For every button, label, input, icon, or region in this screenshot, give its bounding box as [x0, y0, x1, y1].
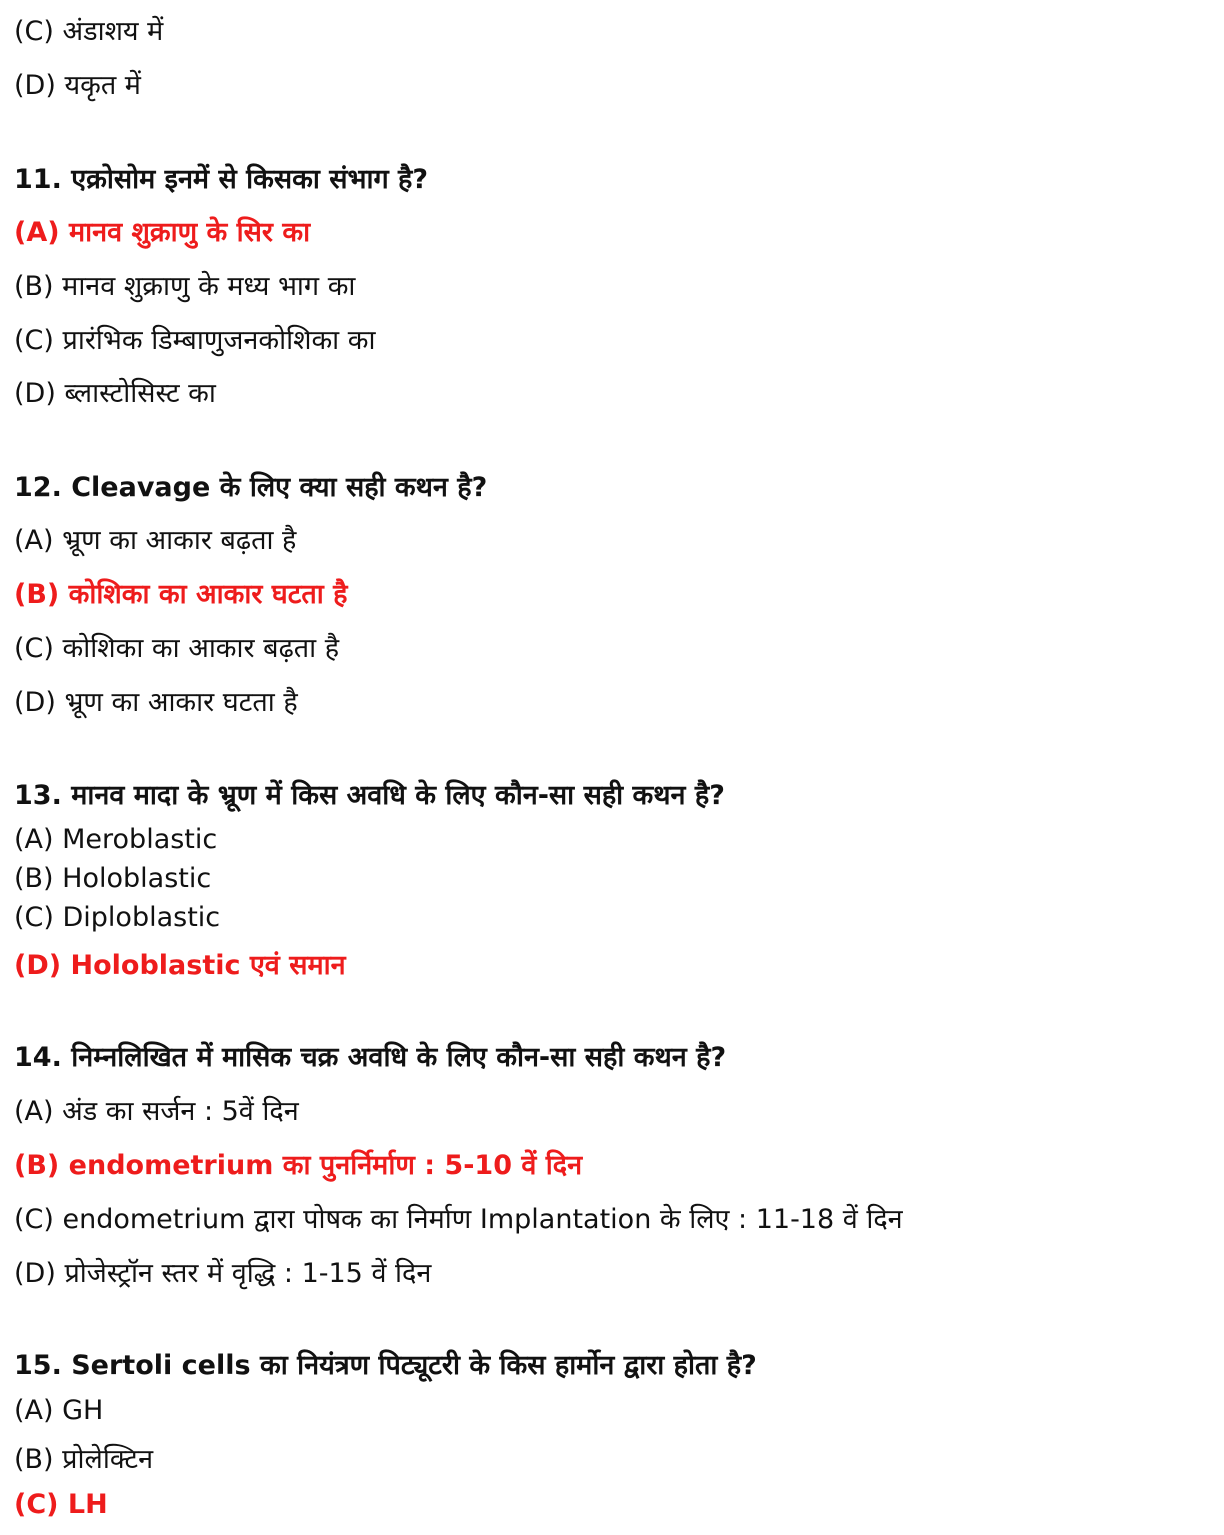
q15-question: 15. Sertoli cells का नियंत्रण पिट्यूटरी के किस हार्मोन द्वारा होता है?: [14, 1350, 757, 1381]
q14-option-c: (C) endometrium द्वारा पोषक का निर्माण Implantation के लिए : 11-18 वें दिन: [14, 1204, 903, 1235]
q13-option-b: (B) Holoblastic: [14, 863, 212, 894]
q15-option-a: (A) GH: [14, 1395, 104, 1426]
q12-option-c: (C) कोशिका का आकार बढ़ता है: [14, 633, 340, 664]
q13-option-a: (A) Meroblastic: [14, 824, 218, 855]
q11-option-a-answer: (A) मानव शुक्राणु के सिर का: [14, 217, 311, 248]
q14-option-a: (A) अंड का सर्जन : 5वें दिन: [14, 1096, 299, 1127]
q12-question: 12. Cleavage के लिए क्या सही कथन है?: [14, 472, 488, 503]
q15-option-c-answer: (C) LH: [14, 1489, 108, 1520]
q11-question: 11. एक्रोसोम इनमें से किसका संभाग है?: [14, 164, 429, 195]
q11-option-d: (D) ब्लास्टोसिस्ट का: [14, 378, 216, 409]
q11-option-b: (B) मानव शुक्राणु के मध्य भाग का: [14, 271, 356, 302]
q15-option-b: (B) प्रोलेक्टिन: [14, 1444, 154, 1475]
prev-option-c: (C) अंडाशय में: [14, 16, 164, 47]
q14-option-d: (D) प्रोजेस्ट्रॉन स्तर में वृद्धि : 1-15 वें दिन: [14, 1258, 432, 1289]
q13-option-c: (C) Diploblastic: [14, 902, 221, 933]
q11-option-c: (C) प्रारंभिक डिम्बाणुजनकोशिका का: [14, 325, 376, 356]
q12-option-d: (D) भ्रूण का आकार घटता है: [14, 687, 298, 718]
q12-option-a: (A) भ्रूण का आकार बढ़ता है: [14, 525, 297, 556]
q13-question: 13. मानव मादा के भ्रूण में किस अवधि के लिए कौन-सा सही कथन है?: [14, 780, 725, 811]
q14-option-b-answer: (B) endometrium का पुनर्निर्माण : 5-10 वें दिन: [14, 1150, 583, 1181]
prev-option-d: (D) यकृत में: [14, 70, 141, 101]
q14-question: 14. निम्नलिखित में मासिक चक्र अवधि के लिए कौन-सा सही कथन है?: [14, 1042, 727, 1073]
q12-option-b-answer: (B) कोशिका का आकार घटता है: [14, 579, 348, 610]
q13-option-d-answer: (D) Holoblastic एवं समान: [14, 950, 346, 981]
